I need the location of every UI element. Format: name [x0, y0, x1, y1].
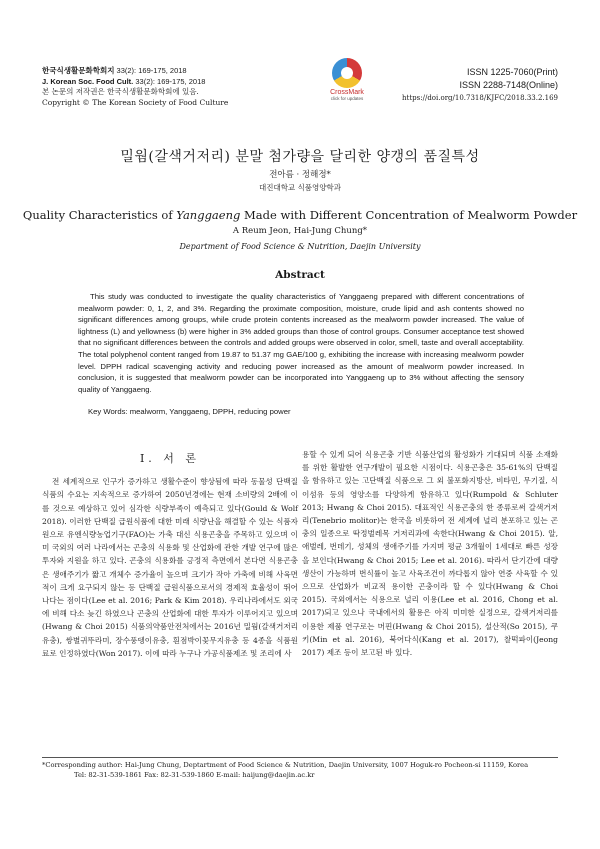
journal-line-en	[42, 77, 228, 88]
journal-kr-name: 한국식생활문화학회지	[42, 66, 115, 75]
body-column-right	[302, 448, 558, 659]
journal-header-left	[42, 66, 228, 108]
body-paragraph-right: 용할 수 있게 되어 식용곤충 기반 식품산업의 활성화가 기대되며 식품 소재화를 위한 활발한 연구개발이 필요한 시점이다. 식용곤충은 35-61%의 단백질을 함유하고 있는 고단백질 식품으로 그 외 불포화지방산, 비타민, 무기질, 식이섬유 등의 영양소를 다양하게 함유하고 있다(Rumpold & Schluter 2013; Hwang & Choi 2015). 대표적인 식용곤충의 한 종류로써 갈색거저리(Tenebrio molitor)는 한국을 비롯하여 전 세계에 널리 분포하고 있는 곤충의 일종으로 딱정벌레목 거저리과에 속한다(Hwang & Choi 2015). 알, 애벌레, 번데기, 성체의 생애주기를 가지며 평균 3개월이 1세대로 빠른 성장을 보인다(Hwang & Choi 2015; Lee et al. 2016). 따라서 단기간에 대량생산이 가능하며 번식률이 높고 사육조건이 까다롭지 않아 연중 사육할 수 있으므로 산업화가 비교적 용이한 곤충이라 할 수 있다(Hwang & Choi 2015). 국외에서는 식용으로 널리 이용(Lee et al. 2016, Chong et al. 2017)되고 있으나 국내에서의 활용은 아직 미미한 실정으로, 갈색거저리를 이용한 제품 연구로는 머핀(Hwang & Choi 2015), 설산적(So 2015), 쿠키(Min et al. 2016), 북어다식(Kang et al. 2017), 찰떡파이(Jeong 2017) 제조 등이 보고된 바 있다.	[302, 450, 558, 658]
copyright-kr: 본 논문의 저작권은 한국식생활문화학회에 있음.	[42, 87, 199, 96]
crossmark-label: CrossMark	[330, 89, 364, 96]
issn-online: ISSN 2288-7148(Online)	[459, 80, 558, 90]
journal-kr-ref: 33(2): 169-175, 2018	[116, 66, 187, 75]
affiliation-english: Department of Food Science & Nutrition, Daejin University	[179, 242, 421, 251]
keywords: Key Words: mealworm, Yanggaeng, DPPH, reducing power	[88, 407, 291, 416]
footnote-divider	[42, 757, 558, 758]
crossmark-icon	[332, 58, 362, 88]
journal-en-name: J. Korean Soc. Food Cult.	[42, 76, 134, 86]
copyright-en: Copyright © The Korean Society of Food Culture	[42, 97, 229, 107]
affiliation-korean: 대진대학교 식품영양학과	[258, 183, 342, 192]
title-en-suffix: Made with Different Concentration of Mealworm Powder	[240, 208, 578, 222]
issn-print: ISSN 1225-7060(Print)	[466, 67, 558, 77]
footnote-contact: Tel: 82-31-539-1861 Fax: 82-31-539-1860 E-mail: haijung@daejin.ac.kr	[74, 770, 315, 779]
footnote-corresponding: *Corresponding author: Hai-Jung Chung, Deptartment of Food Science & Nutrition, Daejin University, 1007 Hoguk-ro Pocheon-si 11159, Korea	[42, 761, 529, 769]
authors-korean: 전아름 · 정해정*	[269, 170, 331, 180]
title-korean: 밀웜(갈색거저리) 분말 첨가량을 달리한 양갱의 품질특성	[120, 149, 480, 165]
body-paragraph-left: 전 세계적으로 인구가 증가하고 생활수준이 향상됨에 따라 동물성 단백질식품의 수요는 지속적으로 증가하여 2050년경에는 현재 소비량의 2배에 이를 것으로 예상하고 있어 심각한 식량부족이 예측되고 있다(Gould & Wolf 2018). 이러한 단백질 급원식품에 대한 미래 식량난을 해결할 수 있는 식품자원으로 유엔식량농업기구(FAO)는 가축 대신 식용곤충을 주목하고 있으며 이미 국외의 여러 나라에서는 곤충의 식용화 및 산업화에 관한 개발 연구에 많은 투자와 지원을 하고 있다. 곤충의 식용화를 긍정적 측면에서 본다면 식용곤충은 생애주기가 짧고 개체수 증가율이 높으며 크기가 작아 가축에 비해 사육면적이 크게 요구되지 않는 등 단백질 급원식품으로서의 경제적 효율성이 뛰어나다는 점이다(Lee et al. 2016; Park & Kim 2018). 우리나라에서도 외국에 비해 다소 늦긴 하였으나 곤충의 산업화에 대한 투자가 이루어지고 있으며(Hwang & Choi 2015) 식품의약품안전처에서는 2016년 밀웜(갈색거저리유충), 쌍별귀뚜라미, 장수풍뎅이유충, 흰점박이꽃무지유충 등 4종을 식품원료로 인정하였다(Won 2017). 이에 따라 누구나 가공식품제조 및 조리에 사	[42, 477, 298, 658]
authors-english: A Reum Jeon, Hai-Jung Chung*	[232, 226, 368, 236]
crossmark-badge[interactable]	[322, 58, 372, 101]
abstract-body: This study was conducted to investigate the quality characteristics of Yanggaeng prepared with different concentrations of mealworm powder: 0, 1, 2, and 3%. Regarding the proximate composition, moisture, crude lipid and ash contents showed no significant differences among groups, while crude protein contents increased as the mealworm powder increased. The value of lightness (L) and yellowness (b) were higher in 3% added groups than those of control groups. Consumer acceptance test showed that no significant differences between the controls and added groups were observed in color, smell, taste and overall acceptability. The total polyphenol content ranged from 19.87 to 51.37 mg GAE/100 g, exhibiting the increase with increasing mealworm powder level. DPPH radical scavenging activity and reducing power increased as the amount of mealworm powder increased. In conclusion, it is suggested that mealworm powder can be incorporated into Yanggaeng up to 3% without affecting the sensory quality of Yanggaeng.	[78, 292, 524, 394]
footnote	[42, 761, 562, 780]
journal-line-kr	[42, 66, 228, 77]
body-column-left	[42, 448, 298, 660]
crossmark-sub: click for updates	[330, 96, 364, 101]
title-en-prefix: Quality Characteristics of	[22, 208, 177, 222]
title-en-italic: Yanggaeng	[176, 208, 241, 222]
abstract-heading: Abstract	[275, 269, 325, 281]
doi-link[interactable]: https://doi.org/10.7318/KJFC/2018.33.2.169	[402, 94, 558, 102]
journal-header-right	[402, 66, 558, 105]
section-heading-intro: I. 서 론	[139, 452, 201, 465]
journal-en-ref: 33(2): 169-175, 2018	[135, 76, 206, 86]
title-english	[0, 208, 600, 222]
